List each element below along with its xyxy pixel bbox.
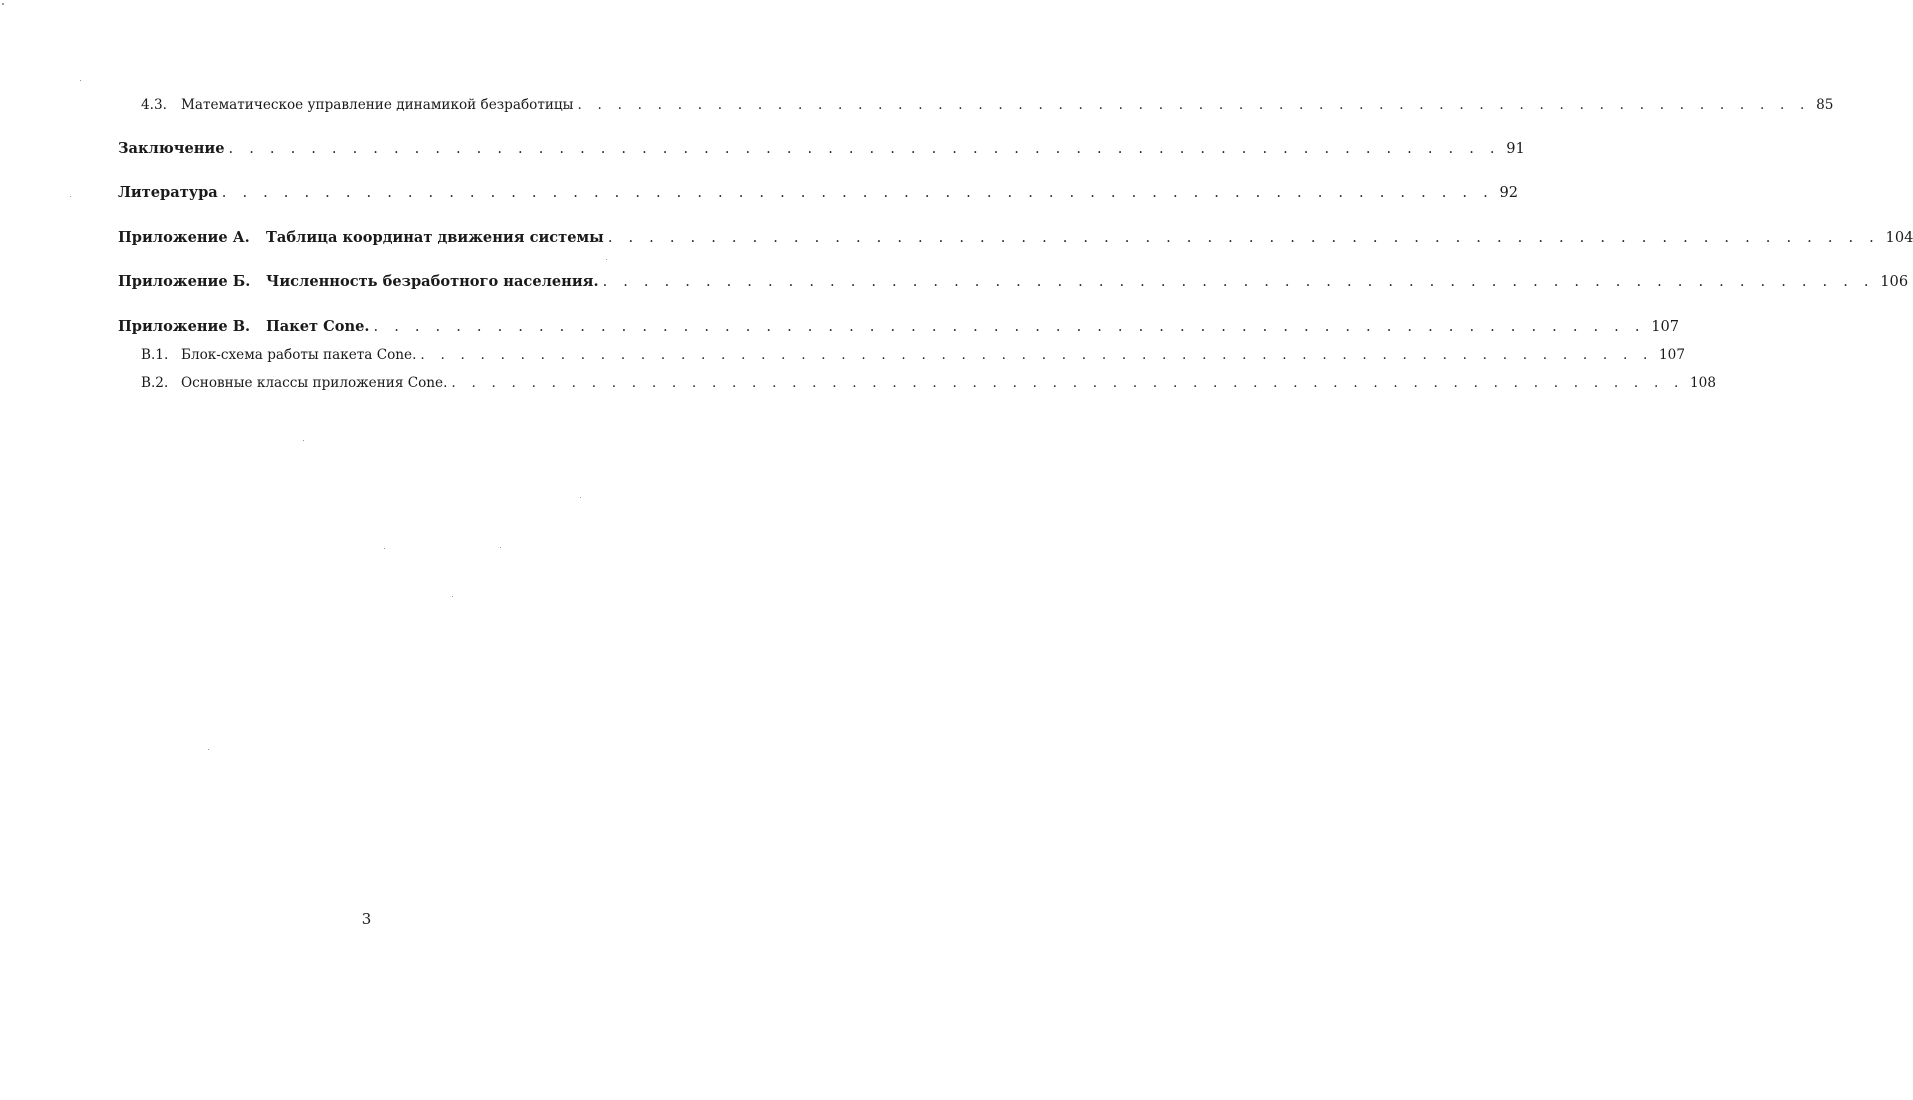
- page-number: 3: [361, 910, 372, 928]
- toc-entry-title: Численность безработного населения.: [266, 273, 599, 290]
- toc-entry-number: В.2.: [141, 375, 169, 391]
- toc-entry-page: 104: [1885, 229, 1913, 246]
- toc-entry-v-1[interactable]: [141, 346, 1685, 364]
- toc-entry-page: 85: [1816, 97, 1834, 113]
- toc-entry-title: Таблица координат движения системы: [266, 229, 604, 246]
- toc-entry-conclusion[interactable]: [118, 140, 1525, 158]
- toc-entry-literature[interactable]: [118, 184, 1519, 202]
- toc-entry-title: Основные классы приложения Cone.: [181, 375, 448, 391]
- toc-entry-number: 4.3.: [141, 97, 167, 113]
- dot-leader: . . . . . . . . . . . . . . . . . . . . . . . . . . . . . . . . . . . . . . . . . . . . . . . . . . . . . . . . . . . . . .: [602, 273, 1875, 290]
- toc-entry-v-2[interactable]: [141, 374, 1716, 392]
- scan-speck: [452, 596, 453, 597]
- dot-leader: . . . . . . . . . . . . . . . . . . . . . . . . . . . . . . . . . . . . . . . . . . . . . . . . . . . . . . . . . . . . . .: [420, 347, 1654, 363]
- dot-leader: . . . . . . . . . . . . . . . . . . . . . . . . . . . . . . . . . . . . . . . . . . . . . . . . . . . . . . . . . . . . . .: [228, 140, 1501, 157]
- toc-entry-title: Заключение: [118, 140, 225, 157]
- toc-entry-page: 91: [1506, 140, 1525, 157]
- toc-entry-page: 108: [1690, 375, 1716, 391]
- scan-speck: [500, 547, 501, 548]
- dot-leader: . . . . . . . . . . . . . . . . . . . . . . . . . . . . . . . . . . . . . . . . . . . . . . . . . . . . . . . . . . . . . .: [373, 318, 1646, 335]
- scan-speck: [580, 497, 581, 498]
- scan-speck: [70, 196, 71, 197]
- scan-speck: [2, 3, 4, 5]
- toc-entry-page: 106: [1880, 273, 1909, 290]
- scan-speck: [606, 259, 607, 260]
- toc-entry-title: Блок-схема работы пакета Cone.: [181, 347, 417, 363]
- scan-speck: [384, 548, 385, 549]
- dot-leader: . . . . . . . . . . . . . . . . . . . . . . . . . . . . . . . . . . . . . . . . . . . . . . . . . . . . . . . . . . . . . .: [451, 375, 1685, 391]
- toc-entry-4-3[interactable]: [141, 96, 1834, 114]
- toc-entry-appendix-b[interactable]: [118, 273, 1909, 291]
- toc-entry-number: В.1.: [141, 347, 169, 363]
- toc-entry-title: Литература: [118, 184, 218, 201]
- toc-entry-page: 92: [1499, 184, 1519, 201]
- dot-leader: . . . . . . . . . . . . . . . . . . . . . . . . . . . . . . . . . . . . . . . . . . . . . . . . . . . . . . . . . . . . . .: [577, 97, 1811, 113]
- toc-entry-appendix-v[interactable]: [118, 318, 1680, 336]
- dot-leader: . . . . . . . . . . . . . . . . . . . . . . . . . . . . . . . . . . . . . . . . . . . . . . . . . . . . . . . . . . . . . .: [607, 229, 1880, 246]
- toc-entry-title: Пакет Cone.: [266, 318, 370, 335]
- toc-entry-appendix-a[interactable]: [118, 229, 1913, 247]
- scan-speck: [303, 440, 304, 441]
- toc-entry-number: Приложение В.: [118, 318, 251, 335]
- scan-speck: [208, 749, 209, 750]
- toc-entry-page: 107: [1659, 347, 1685, 363]
- toc-entry-page: 107: [1651, 318, 1680, 335]
- scan-speck: [80, 80, 81, 81]
- toc-entry-number: Приложение Б.: [118, 273, 251, 290]
- dot-leader: . . . . . . . . . . . . . . . . . . . . . . . . . . . . . . . . . . . . . . . . . . . . . . . . . . . . . . . . . . . . . .: [221, 184, 1494, 201]
- toc-entry-title: Математическое управление динамикой безработицы: [181, 97, 574, 113]
- toc-entry-number: Приложение А.: [118, 229, 250, 246]
